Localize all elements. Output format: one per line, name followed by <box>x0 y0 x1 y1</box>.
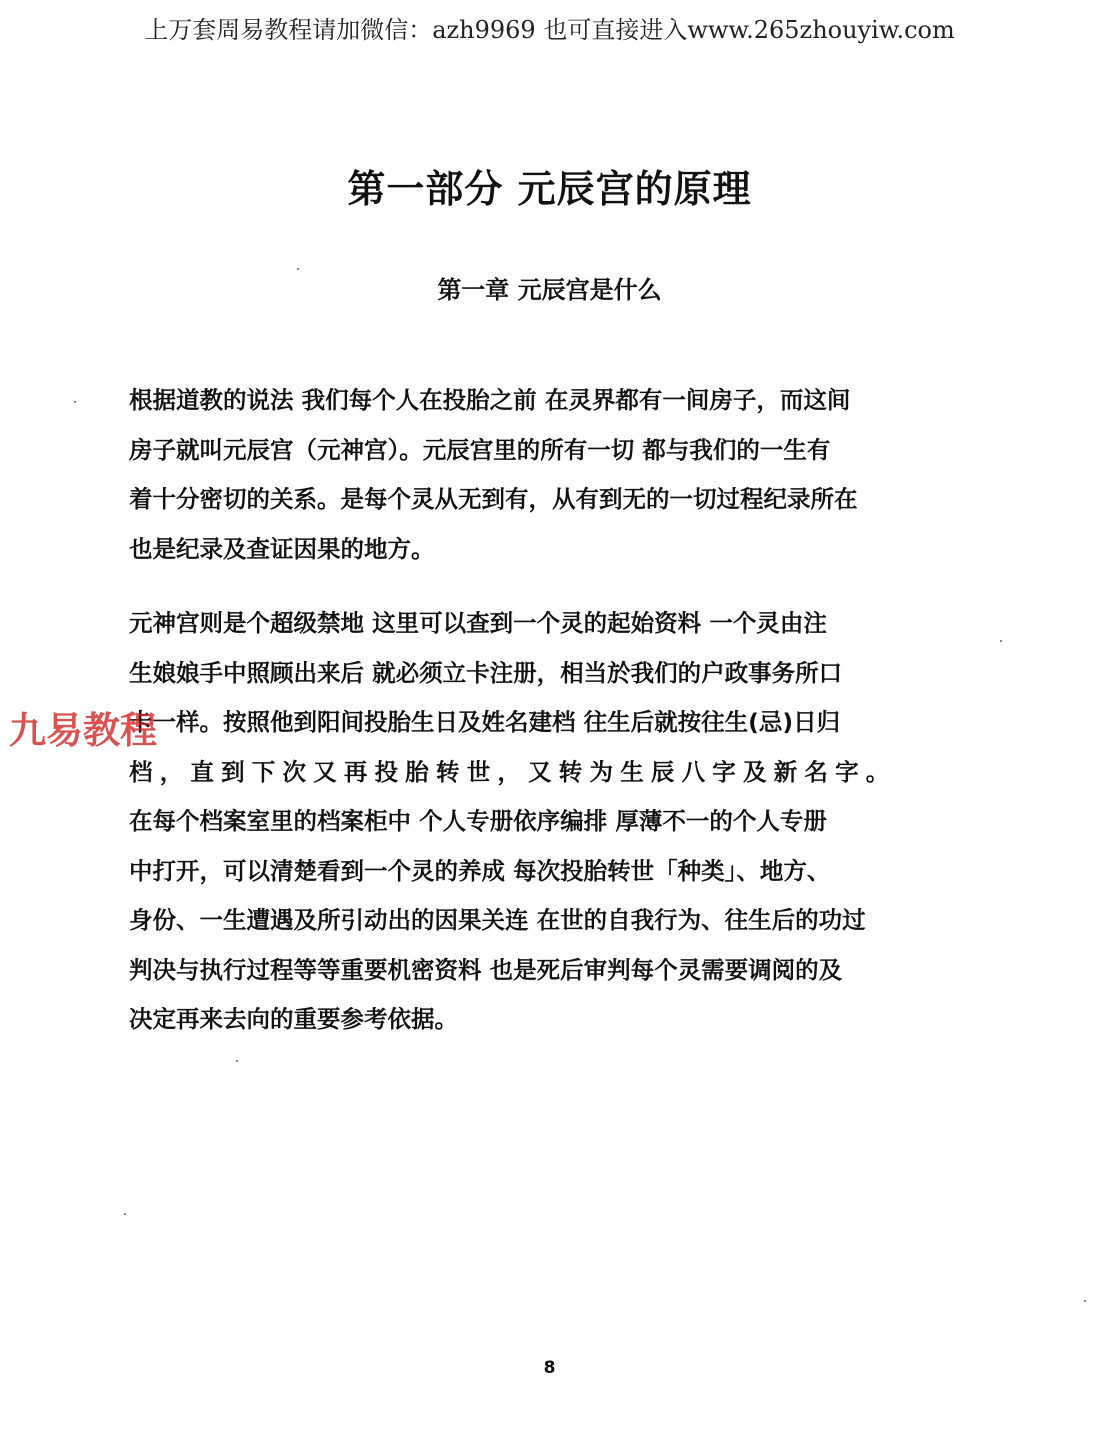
paragraph-line: 身份、一生遭遇及所引动出的因果关连 在世的自我行为、往生后的功过 <box>129 906 866 934</box>
header-banner: 上万套周易教程请加微信：azh9969 也可直接进入www.265zhouyiw.com <box>144 16 955 44</box>
paragraph-line: 生娘娘手中照顾出来后 就必须立卡注册，相当於我们的户政事务所口 <box>129 658 843 687</box>
paragraph-line: 中打开，可以清楚看到一个灵的养成 每次投胎转世「种类」、地方、 <box>129 856 831 885</box>
paragraph-line: 根据道教的说法 我们每个人在投胎之前 在灵界都有一间房子，而这间 <box>129 386 851 414</box>
paragraph-line: 在每个档案室里的档案柜中 个人专册依序编排 厚薄不一的个人专册 <box>129 807 827 835</box>
watermark-logo: 九易教程 <box>9 709 157 752</box>
paragraph <box>129 376 929 574</box>
paragraph-line: 决定再来去向的重要参考依据。 <box>129 1005 458 1033</box>
scan-speck <box>1084 1300 1086 1302</box>
paragraph-line: 档，直到下次又再投胎转世，又转为生辰八字及新名字。 <box>129 757 897 786</box>
page-number: 8 <box>543 1358 556 1378</box>
scan-speck <box>124 1213 126 1215</box>
scan-speck <box>1000 640 1002 642</box>
paragraph-line: 元神宫则是个超级禁地 这里可以查到一个灵的起始资料 一个灵由注 <box>129 609 827 637</box>
scan-speck <box>74 401 76 403</box>
paragraph-line: 也是纪录及查证因果的地方。 <box>129 534 435 563</box>
paragraph-line: 房子就叫元辰宫（元神宫）。元辰宫里的所有一切 都与我们的一生有 <box>129 435 831 464</box>
paragraph-line: 判决与执行过程等等重要机密资料 也是死后审判每个灵需要调阅的及 <box>129 955 843 984</box>
chapter-title: 第一章 元辰宫是什么 <box>437 276 662 304</box>
scan-speck <box>236 1060 238 1062</box>
part-title: 第一部分 元辰宫的原理 <box>347 167 752 211</box>
scan-speck <box>297 268 299 270</box>
paragraph-line: 着十分密切的关系。是每个灵从无到有，从有到无的一切过程纪录所在 <box>129 485 858 513</box>
paragraph-line: 卡一样。按照他到阳间投胎生日及姓名建档 往生后就按往生(忌)日归 <box>129 708 841 736</box>
paragraph <box>129 599 929 1045</box>
